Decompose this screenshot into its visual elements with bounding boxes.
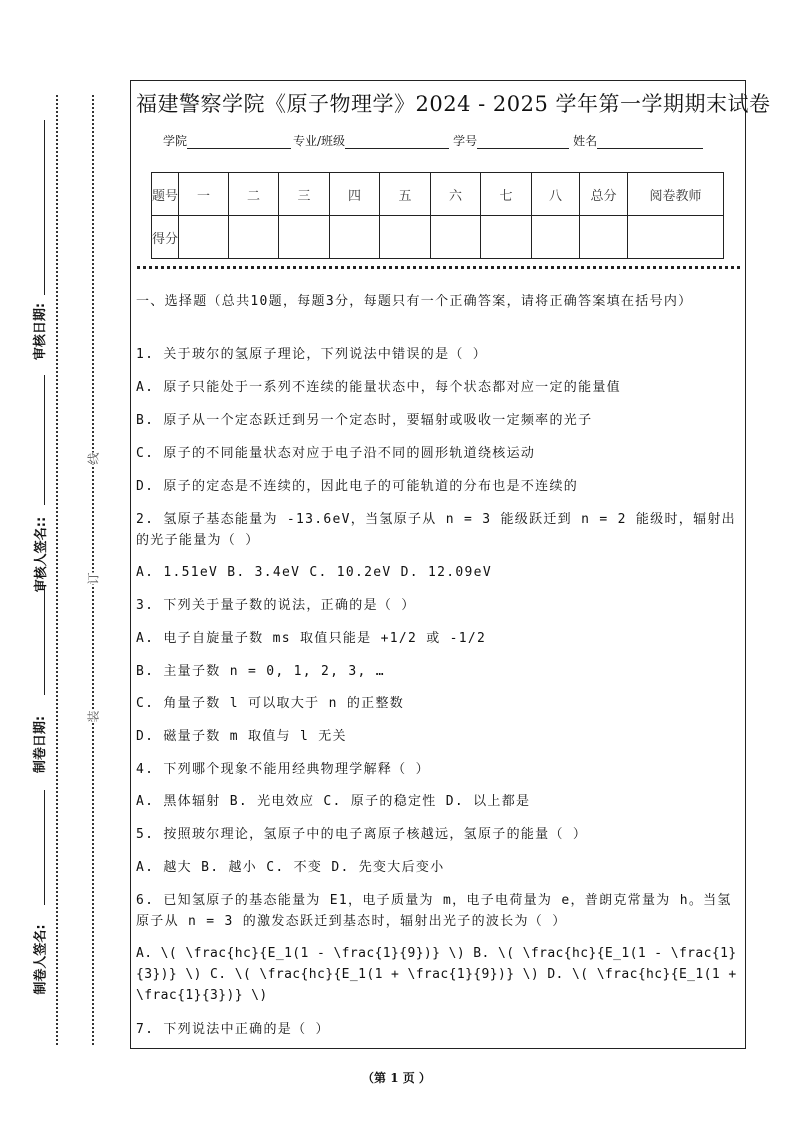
paper-date-label: 制卷日期: [33,715,49,774]
header-cell: 四 [330,173,380,216]
score-cell[interactable] [229,216,279,259]
question: 3. 下列关于量子数的说法，正确的是（ ） [136,598,416,613]
option: A. 原子只能处于一系列不连续的能量状态中，每个状态都对应一定的能量值 [136,380,621,395]
sign-line [44,120,45,295]
sign-line [44,375,45,505]
binding-dotted-line-inner [92,95,94,1045]
option: A. \( \frac{hc}{E_1(1 - \frac{1}{9})} \) B. \( \frac{hc}{E_1(1 - \frac{1}{3})} \) C. \( \frac{hc}{E_1(1 + \frac{1}{9})} \) D. \( \frac{hc}{E_1(1 + \frac{1}{3})} \) [136,946,737,1003]
question: 2. 氢原子基态能量为 -13.6eV，当氢原子从 n = 3 能级跃迁到 n = 2 能级时，辐射出的光子能量为（ ） [136,512,736,548]
score-cell[interactable] [279,216,330,259]
header-cell: 五 [380,173,431,216]
score-cell[interactable] [431,216,481,259]
student-info-row [163,132,705,149]
option: D. 磁量子数 m 取值与 l 无关 [136,729,347,744]
header-cell: 八 [532,173,580,216]
header-cell: 得分 [152,216,179,259]
score-cell[interactable] [481,216,532,259]
header-cell: 总分 [580,173,628,216]
header-cell: 阅卷教师 [628,173,724,216]
option: B. 主量子数 n = 0, 1, 2, 3, … [136,664,385,679]
score-cell[interactable] [532,216,580,259]
score-cell[interactable] [330,216,380,259]
name-label: 姓名 [573,134,598,148]
option: A. 电子自旋量子数 ms 取值只能是 +1/2 或 -1/2 [136,631,487,646]
header-cell: 七 [481,173,532,216]
header-cell: 三 [279,173,330,216]
header-cell: 六 [431,173,481,216]
binding-dotted-line-outer [56,95,58,1045]
score-cell[interactable] [380,216,431,259]
paper-maker-signature-label: 制卷人签名: [33,924,49,995]
table-row [152,173,724,216]
question: 7. 下列说法中正确的是（ ） [136,1022,330,1037]
name-field[interactable] [597,134,703,149]
header-cell: 一 [179,173,229,216]
college-field[interactable] [187,134,291,149]
option: A. 1.51eV B. 3.4eV C. 10.2eV D. 12.09eV [136,565,492,580]
score-cell[interactable] [580,216,628,259]
page-number: （第 1 页 ） [362,1071,431,1085]
exam-title: 福建警察学院《原子物理学》2024 - 2025 学年第一学期期末试卷 [136,92,771,116]
question: 6. 已知氢原子的基态能量为 E1，电子质量为 m，电子电荷量为 e，普朗克常量为 h。当氢原子从 n = 3 的激发态跃迁到基态时，辐射出光子的波长为（ ） [136,893,732,929]
question: 1. 关于玻尔的氢原子理论，下列说法中错误的是（ ） [136,347,488,362]
student-id-field[interactable] [477,134,569,149]
option: C. 原子的不同能量状态对应于电子沿不同的圆形轨道绕核运动 [136,446,536,461]
sign-line [44,790,45,905]
header-cell: 二 [229,173,279,216]
option: A. 越大 B. 越小 C. 不变 D. 先变大后变小 [136,860,445,875]
major-class-label: 专业/班级 [293,134,346,148]
student-id-label: 学号 [453,134,478,148]
option: A. 黑体辐射 B. 光电效应 C. 原子的稳定性 D. 以上都是 [136,794,531,809]
reviewer-signature-label: 审核人签名:: [34,516,50,593]
score-table [151,172,724,259]
table-row [152,216,724,259]
option: C. 角量子数 l 可以取大于 n 的正整数 [136,696,405,711]
major-class-field[interactable] [345,134,449,149]
sign-line [44,585,45,695]
score-cell[interactable] [628,216,724,259]
review-date-label: 审核日期: [33,302,49,361]
option: B. 原子从一个定态跃迁到另一个定态时，要辐射或吸收一定频率的光子 [136,413,593,428]
option: D. 原子的定态是不连续的，因此电子的可能轨道的分布也是不连续的 [136,479,579,494]
binding-char-line: 线 [86,452,101,465]
question: 5. 按照玻尔理论，氢原子中的电子离原子核越远，氢原子的能量（ ） [136,827,588,842]
score-cell[interactable] [179,216,229,259]
binding-char-bind: 装 [86,710,101,723]
header-cell: 题号 [152,173,179,216]
section-heading: 一、选择题（总共10题，每题3分，每题只有一个正确答案，请将正确答案填在括号内） [136,294,693,309]
binding-char-staple: 订 [86,572,101,585]
separator-dotted-line [137,266,740,269]
question: 4. 下列哪个现象不能用经典物理学解释（ ） [136,762,430,777]
college-label: 学院 [163,134,188,148]
